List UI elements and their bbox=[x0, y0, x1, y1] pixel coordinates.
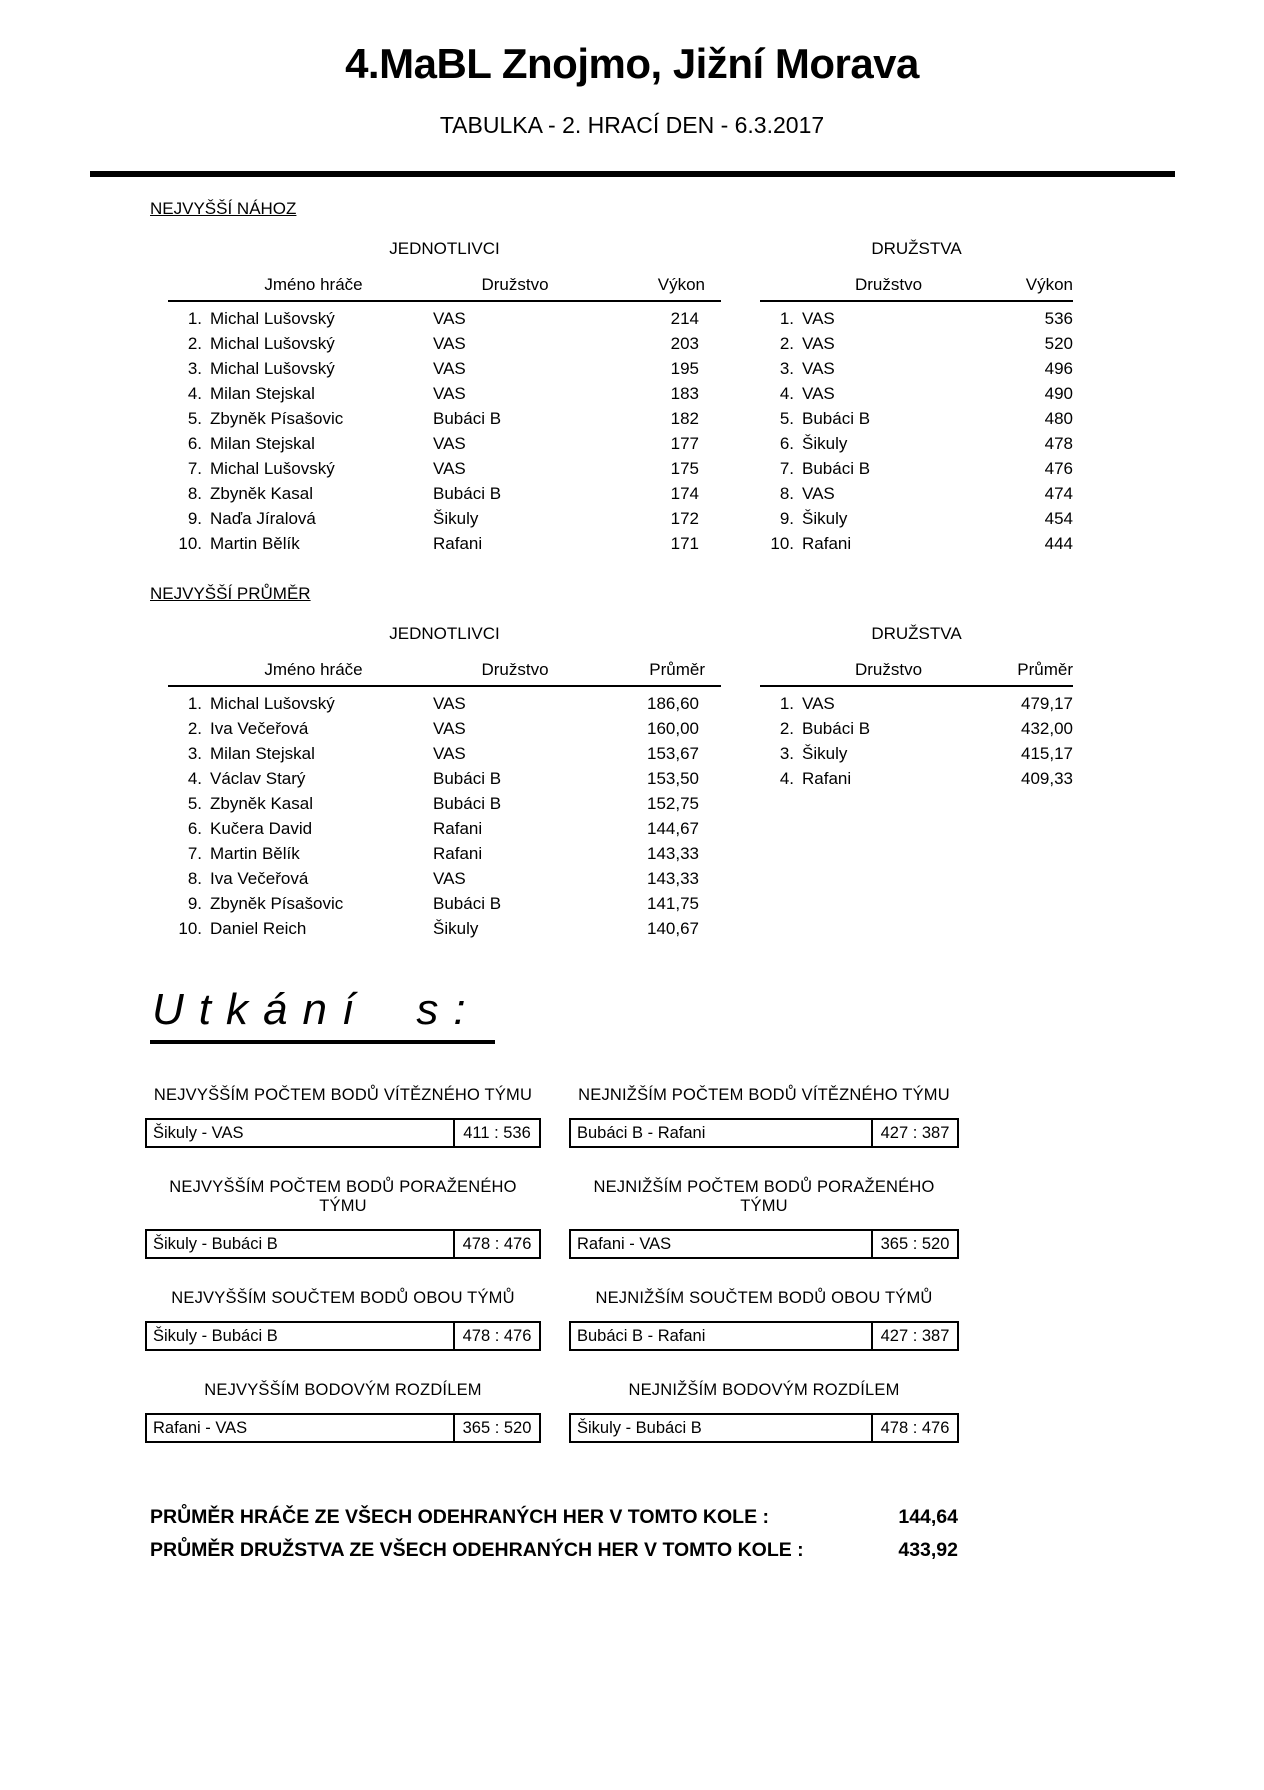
team-cell: Šikuly bbox=[802, 743, 848, 763]
rank-cell: 10. bbox=[178, 918, 202, 938]
column-header-name: Jméno hráče bbox=[264, 660, 363, 679]
matches-grid bbox=[145, 1086, 1264, 1443]
player-name-cell: Michal Lušovský bbox=[210, 458, 335, 478]
rank-cell: 7. bbox=[187, 458, 202, 478]
match-item bbox=[569, 1289, 959, 1351]
team-cell: VAS bbox=[433, 308, 466, 328]
table-row bbox=[760, 691, 1073, 716]
team-cell: VAS bbox=[433, 868, 466, 888]
team-cell: VAS bbox=[433, 333, 466, 353]
table-row bbox=[168, 891, 721, 916]
column-header-value: Průměr bbox=[1017, 660, 1073, 679]
table-body bbox=[168, 306, 721, 556]
match-item bbox=[569, 1178, 959, 1259]
match-item bbox=[145, 1381, 541, 1443]
match-label: NEJVYŠŠÍM POČTEM BODŮ VÍTĚZNÉHO TÝMU bbox=[153, 1086, 533, 1104]
team-cell: Bubáci B bbox=[433, 768, 502, 788]
match-score: 427 : 387 bbox=[871, 1323, 957, 1349]
rank-cell: 9. bbox=[187, 893, 202, 913]
match-teams: Bubáci B - Rafani bbox=[577, 1123, 706, 1142]
individuals-title: JEDNOTLIVCI bbox=[389, 624, 500, 643]
teams-title: DRUŽSTVA bbox=[871, 624, 962, 643]
summary-row bbox=[150, 1534, 958, 1567]
team-cell: VAS bbox=[433, 433, 466, 453]
match-label: NEJNIŽŠÍM BODOVÝM ROZDÍLEM bbox=[628, 1381, 900, 1399]
team-cell: Rafani bbox=[802, 768, 852, 788]
match-box bbox=[145, 1118, 541, 1148]
rank-cell: 1. bbox=[779, 308, 794, 328]
team-cell: Rafani bbox=[433, 843, 483, 863]
value-cell: 141,75 bbox=[647, 893, 699, 913]
value-cell: 152,75 bbox=[647, 793, 699, 813]
rank-cell: 2. bbox=[779, 718, 794, 738]
match-item bbox=[145, 1178, 541, 1259]
rank-cell: 5. bbox=[187, 408, 202, 428]
team-cell: VAS bbox=[802, 308, 835, 328]
player-name-cell: Martin Bělík bbox=[210, 533, 300, 553]
match-item bbox=[145, 1289, 541, 1351]
team-cell: Bubáci B bbox=[433, 483, 502, 503]
table-row bbox=[168, 866, 721, 891]
table-row bbox=[168, 741, 721, 766]
table-row bbox=[760, 431, 1073, 456]
rank-cell: 8. bbox=[187, 483, 202, 503]
individuals-title: JEDNOTLIVCI bbox=[389, 239, 500, 258]
table-header bbox=[760, 660, 1073, 687]
team-cell: VAS bbox=[433, 743, 466, 763]
rank-cell: 9. bbox=[187, 508, 202, 528]
value-cell: 203 bbox=[670, 333, 699, 353]
team-cell: VAS bbox=[433, 718, 466, 738]
rank-cell: 2. bbox=[187, 333, 202, 353]
teams-title: DRUŽSTVA bbox=[871, 239, 962, 258]
table-row bbox=[760, 716, 1073, 741]
table-row bbox=[760, 381, 1073, 406]
rank-cell: 2. bbox=[779, 333, 794, 353]
match-score: 365 : 520 bbox=[453, 1415, 539, 1441]
value-cell: 175 bbox=[670, 458, 699, 478]
rank-cell: 3. bbox=[187, 743, 202, 763]
table-row bbox=[168, 916, 721, 941]
rank-cell: 8. bbox=[779, 483, 794, 503]
summary-value: 144,64 bbox=[898, 1506, 958, 1528]
match-teams: Bubáci B - Rafani bbox=[577, 1326, 706, 1345]
match-item bbox=[569, 1086, 959, 1148]
rank-cell: 10. bbox=[178, 533, 202, 553]
rank-cell: 5. bbox=[187, 793, 202, 813]
match-item bbox=[569, 1381, 959, 1443]
match-teams: Rafani - VAS bbox=[577, 1234, 672, 1253]
team-cell: Bubáci B bbox=[802, 458, 871, 478]
player-name-cell: Zbyněk Písašovic bbox=[210, 408, 344, 428]
rank-cell: 8. bbox=[187, 868, 202, 888]
value-cell: 144,67 bbox=[647, 818, 699, 838]
rank-cell: 4. bbox=[779, 383, 794, 403]
table-row bbox=[168, 841, 721, 866]
column-header-value: Výkon bbox=[1025, 275, 1073, 294]
value-cell: 177 bbox=[670, 433, 699, 453]
summary bbox=[150, 1501, 958, 1567]
table-row bbox=[168, 456, 721, 481]
rank-cell: 1. bbox=[779, 693, 794, 713]
player-name-cell: Naďa Jíralová bbox=[210, 508, 316, 528]
team-cell: Šikuly bbox=[802, 508, 848, 528]
match-label: NEJVYŠŠÍM SOUČTEM BODŮ OBOU TÝMŮ bbox=[171, 1289, 515, 1307]
match-score: 478 : 476 bbox=[453, 1323, 539, 1349]
player-name-cell: Michal Lušovský bbox=[210, 693, 335, 713]
table-header bbox=[168, 660, 721, 687]
match-box bbox=[145, 1229, 541, 1259]
teams-table bbox=[760, 219, 1073, 556]
player-name-cell: Milan Stejskal bbox=[210, 743, 315, 763]
value-cell: 186,60 bbox=[647, 693, 699, 713]
match-item bbox=[145, 1086, 541, 1148]
table-row bbox=[168, 766, 721, 791]
value-cell: 432,00 bbox=[1021, 718, 1073, 738]
team-cell: VAS bbox=[433, 383, 466, 403]
player-name-cell: Martin Bělík bbox=[210, 843, 300, 863]
section-highest-average bbox=[150, 556, 1174, 941]
value-cell: 160,00 bbox=[647, 718, 699, 738]
value-cell: 536 bbox=[1044, 308, 1073, 328]
table-row bbox=[168, 691, 721, 716]
header-spacer bbox=[168, 275, 202, 295]
page-subtitle: TABULKA - 2. HRACÍ DEN - 6.3.2017 bbox=[439, 112, 825, 138]
rank-cell: 1. bbox=[187, 308, 202, 328]
rank-cell: 4. bbox=[187, 768, 202, 788]
match-teams: Šikuly - Bubáci B bbox=[153, 1234, 278, 1253]
team-cell: VAS bbox=[802, 383, 835, 403]
value-cell: 409,33 bbox=[1021, 768, 1073, 788]
table-row bbox=[760, 741, 1073, 766]
team-cell: Rafani bbox=[433, 533, 483, 553]
table-row bbox=[168, 356, 721, 381]
match-label: NEJVYŠŠÍM POČTEM BODŮ PORAŽENÉHO TÝMU bbox=[169, 1178, 517, 1215]
match-teams: Šikuly - VAS bbox=[153, 1123, 244, 1142]
player-name-cell: Kučera David bbox=[210, 818, 313, 838]
match-score: 411 : 536 bbox=[453, 1120, 539, 1146]
team-cell: VAS bbox=[433, 693, 466, 713]
page-title: 4.MaBL Znojmo, Jižní Morava bbox=[345, 40, 919, 87]
player-name-cell: Iva Večeřová bbox=[210, 718, 309, 738]
player-name-cell: Václav Starý bbox=[210, 768, 306, 788]
individuals-table bbox=[168, 604, 721, 941]
value-cell: 479,17 bbox=[1021, 693, 1073, 713]
match-teams: Šikuly - Bubáci B bbox=[153, 1326, 278, 1345]
match-score: 427 : 387 bbox=[871, 1120, 957, 1146]
player-name-cell: Zbyněk Písašovic bbox=[210, 893, 344, 913]
table-row bbox=[168, 331, 721, 356]
table-row bbox=[168, 716, 721, 741]
team-cell: VAS bbox=[433, 458, 466, 478]
team-cell: Bubáci B bbox=[433, 893, 502, 913]
column-header-team: Družstvo bbox=[481, 275, 549, 294]
player-name-cell: Michal Lušovský bbox=[210, 333, 335, 353]
section-heading: NEJVYŠŠÍ NÁHOZ bbox=[150, 199, 297, 218]
table-row bbox=[168, 791, 721, 816]
header-spacer bbox=[760, 660, 794, 680]
match-label: NEJNIŽŠÍM POČTEM BODŮ VÍTĚZNÉHO TÝMU bbox=[578, 1086, 950, 1104]
table-row bbox=[168, 531, 721, 556]
player-name-cell: Michal Lušovský bbox=[210, 308, 335, 328]
team-cell: Bubáci B bbox=[433, 793, 502, 813]
value-cell: 415,17 bbox=[1021, 743, 1073, 763]
value-cell: 214 bbox=[670, 308, 699, 328]
value-cell: 153,67 bbox=[647, 743, 699, 763]
summary-row bbox=[150, 1501, 958, 1534]
team-cell: Šikuly bbox=[802, 433, 848, 453]
table-row bbox=[168, 816, 721, 841]
rank-cell: 4. bbox=[779, 768, 794, 788]
match-box bbox=[145, 1321, 541, 1351]
rank-cell: 6. bbox=[187, 818, 202, 838]
value-cell: 444 bbox=[1044, 533, 1073, 553]
value-cell: 520 bbox=[1044, 333, 1073, 353]
team-cell: Šikuly bbox=[433, 918, 479, 938]
player-name-cell: Daniel Reich bbox=[210, 918, 307, 938]
value-cell: 174 bbox=[670, 483, 699, 503]
table-row bbox=[168, 506, 721, 531]
table-row bbox=[168, 306, 721, 331]
teams-table bbox=[760, 604, 1073, 791]
value-cell: 182 bbox=[670, 408, 699, 428]
table-body bbox=[168, 691, 721, 941]
player-name-cell: Michal Lušovský bbox=[210, 358, 335, 378]
column-header-team: Družstvo bbox=[481, 660, 549, 679]
match-box bbox=[569, 1321, 959, 1351]
table-row bbox=[760, 331, 1073, 356]
value-cell: 195 bbox=[670, 358, 699, 378]
table-row bbox=[168, 381, 721, 406]
rank-cell: 3. bbox=[779, 743, 794, 763]
section-tables bbox=[150, 219, 1174, 556]
section-highest-throw bbox=[150, 177, 1174, 556]
match-label: NEJVYŠŠÍM BODOVÝM ROZDÍLEM bbox=[204, 1381, 482, 1399]
player-name-cell: Milan Stejskal bbox=[210, 383, 315, 403]
rank-cell: 9. bbox=[779, 508, 794, 528]
summary-label: PRŮMĚR DRUŽSTVA ZE VŠECH ODEHRANÝCH HER V TOMTO KOLE : bbox=[150, 1539, 804, 1561]
value-cell: 478 bbox=[1044, 433, 1073, 453]
player-name-cell: Iva Večeřová bbox=[210, 868, 309, 888]
match-score: 478 : 476 bbox=[453, 1231, 539, 1257]
match-box bbox=[569, 1118, 959, 1148]
team-cell: VAS bbox=[802, 693, 835, 713]
column-header-team: Družstvo bbox=[854, 660, 923, 679]
rank-cell: 3. bbox=[779, 358, 794, 378]
value-cell: 454 bbox=[1044, 508, 1073, 528]
match-teams: Šikuly - Bubáci B bbox=[577, 1418, 702, 1437]
team-cell: Rafani bbox=[433, 818, 483, 838]
section-heading: NEJVYŠŠÍ PRŮMĚR bbox=[150, 584, 311, 603]
rank-cell: 1. bbox=[187, 693, 202, 713]
rank-cell: 7. bbox=[779, 458, 794, 478]
section-tables bbox=[150, 604, 1174, 941]
match-score: 365 : 520 bbox=[871, 1231, 957, 1257]
value-cell: 143,33 bbox=[647, 868, 699, 888]
value-cell: 490 bbox=[1044, 383, 1073, 403]
team-cell: Rafani bbox=[802, 533, 852, 553]
match-teams: Rafani - VAS bbox=[153, 1418, 248, 1437]
column-header-name: Jméno hráče bbox=[264, 275, 363, 294]
table-row bbox=[760, 406, 1073, 431]
rank-cell: 6. bbox=[779, 433, 794, 453]
table-body bbox=[760, 691, 1073, 791]
table-row bbox=[760, 506, 1073, 531]
value-cell: 476 bbox=[1044, 458, 1073, 478]
table-header bbox=[760, 275, 1073, 302]
table-row bbox=[168, 431, 721, 456]
table-row bbox=[168, 481, 721, 506]
rank-cell: 2. bbox=[187, 718, 202, 738]
summary-value: 433,92 bbox=[898, 1539, 958, 1561]
value-cell: 480 bbox=[1044, 408, 1073, 428]
match-score: 478 : 476 bbox=[871, 1415, 957, 1441]
column-header-team: Družstvo bbox=[854, 275, 923, 294]
team-cell: Bubáci B bbox=[802, 408, 871, 428]
value-cell: 140,67 bbox=[647, 918, 699, 938]
value-cell: 153,50 bbox=[647, 768, 699, 788]
column-header-value: Výkon bbox=[657, 275, 705, 294]
matches-heading: Utkání s: bbox=[150, 985, 495, 1044]
value-cell: 172 bbox=[670, 508, 699, 528]
table-row bbox=[168, 406, 721, 431]
rank-cell: 6. bbox=[187, 433, 202, 453]
table-row bbox=[760, 306, 1073, 331]
table-row bbox=[760, 356, 1073, 381]
player-name-cell: Zbyněk Kasal bbox=[210, 483, 313, 503]
value-cell: 474 bbox=[1044, 483, 1073, 503]
value-cell: 143,33 bbox=[647, 843, 699, 863]
team-cell: Bubáci B bbox=[802, 718, 871, 738]
player-name-cell: Milan Stejskal bbox=[210, 433, 315, 453]
table-row bbox=[760, 531, 1073, 556]
rank-cell: 7. bbox=[187, 843, 202, 863]
value-cell: 496 bbox=[1044, 358, 1073, 378]
table-row bbox=[760, 766, 1073, 791]
team-cell: VAS bbox=[802, 358, 835, 378]
table-row bbox=[760, 481, 1073, 506]
match-label: NEJNIŽŠÍM SOUČTEM BODŮ OBOU TÝMŮ bbox=[595, 1289, 933, 1307]
match-box bbox=[569, 1229, 959, 1259]
table-body bbox=[760, 306, 1073, 556]
team-cell: Šikuly bbox=[433, 508, 479, 528]
value-cell: 183 bbox=[670, 383, 699, 403]
table-row bbox=[760, 456, 1073, 481]
summary-label: PRŮMĚR HRÁČE ZE VŠECH ODEHRANÝCH HER V TOMTO KOLE : bbox=[150, 1506, 769, 1528]
rank-cell: 3. bbox=[187, 358, 202, 378]
rank-cell: 10. bbox=[770, 533, 794, 553]
match-box bbox=[569, 1413, 959, 1443]
matches-section-heading-wrap bbox=[150, 985, 1264, 1044]
match-label: NEJNIŽŠÍM POČTEM BODŮ PORAŽENÉHO TÝMU bbox=[593, 1178, 935, 1215]
team-cell: Bubáci B bbox=[433, 408, 502, 428]
header-spacer bbox=[760, 275, 794, 295]
team-cell: VAS bbox=[433, 358, 466, 378]
table-header bbox=[168, 275, 721, 302]
header-spacer bbox=[168, 660, 202, 680]
team-cell: VAS bbox=[802, 333, 835, 353]
column-header-value: Průměr bbox=[649, 660, 705, 679]
match-box bbox=[145, 1413, 541, 1443]
rank-cell: 4. bbox=[187, 383, 202, 403]
value-cell: 171 bbox=[670, 533, 699, 553]
player-name-cell: Zbyněk Kasal bbox=[210, 793, 313, 813]
individuals-table bbox=[168, 219, 721, 556]
team-cell: VAS bbox=[802, 483, 835, 503]
rank-cell: 5. bbox=[779, 408, 794, 428]
